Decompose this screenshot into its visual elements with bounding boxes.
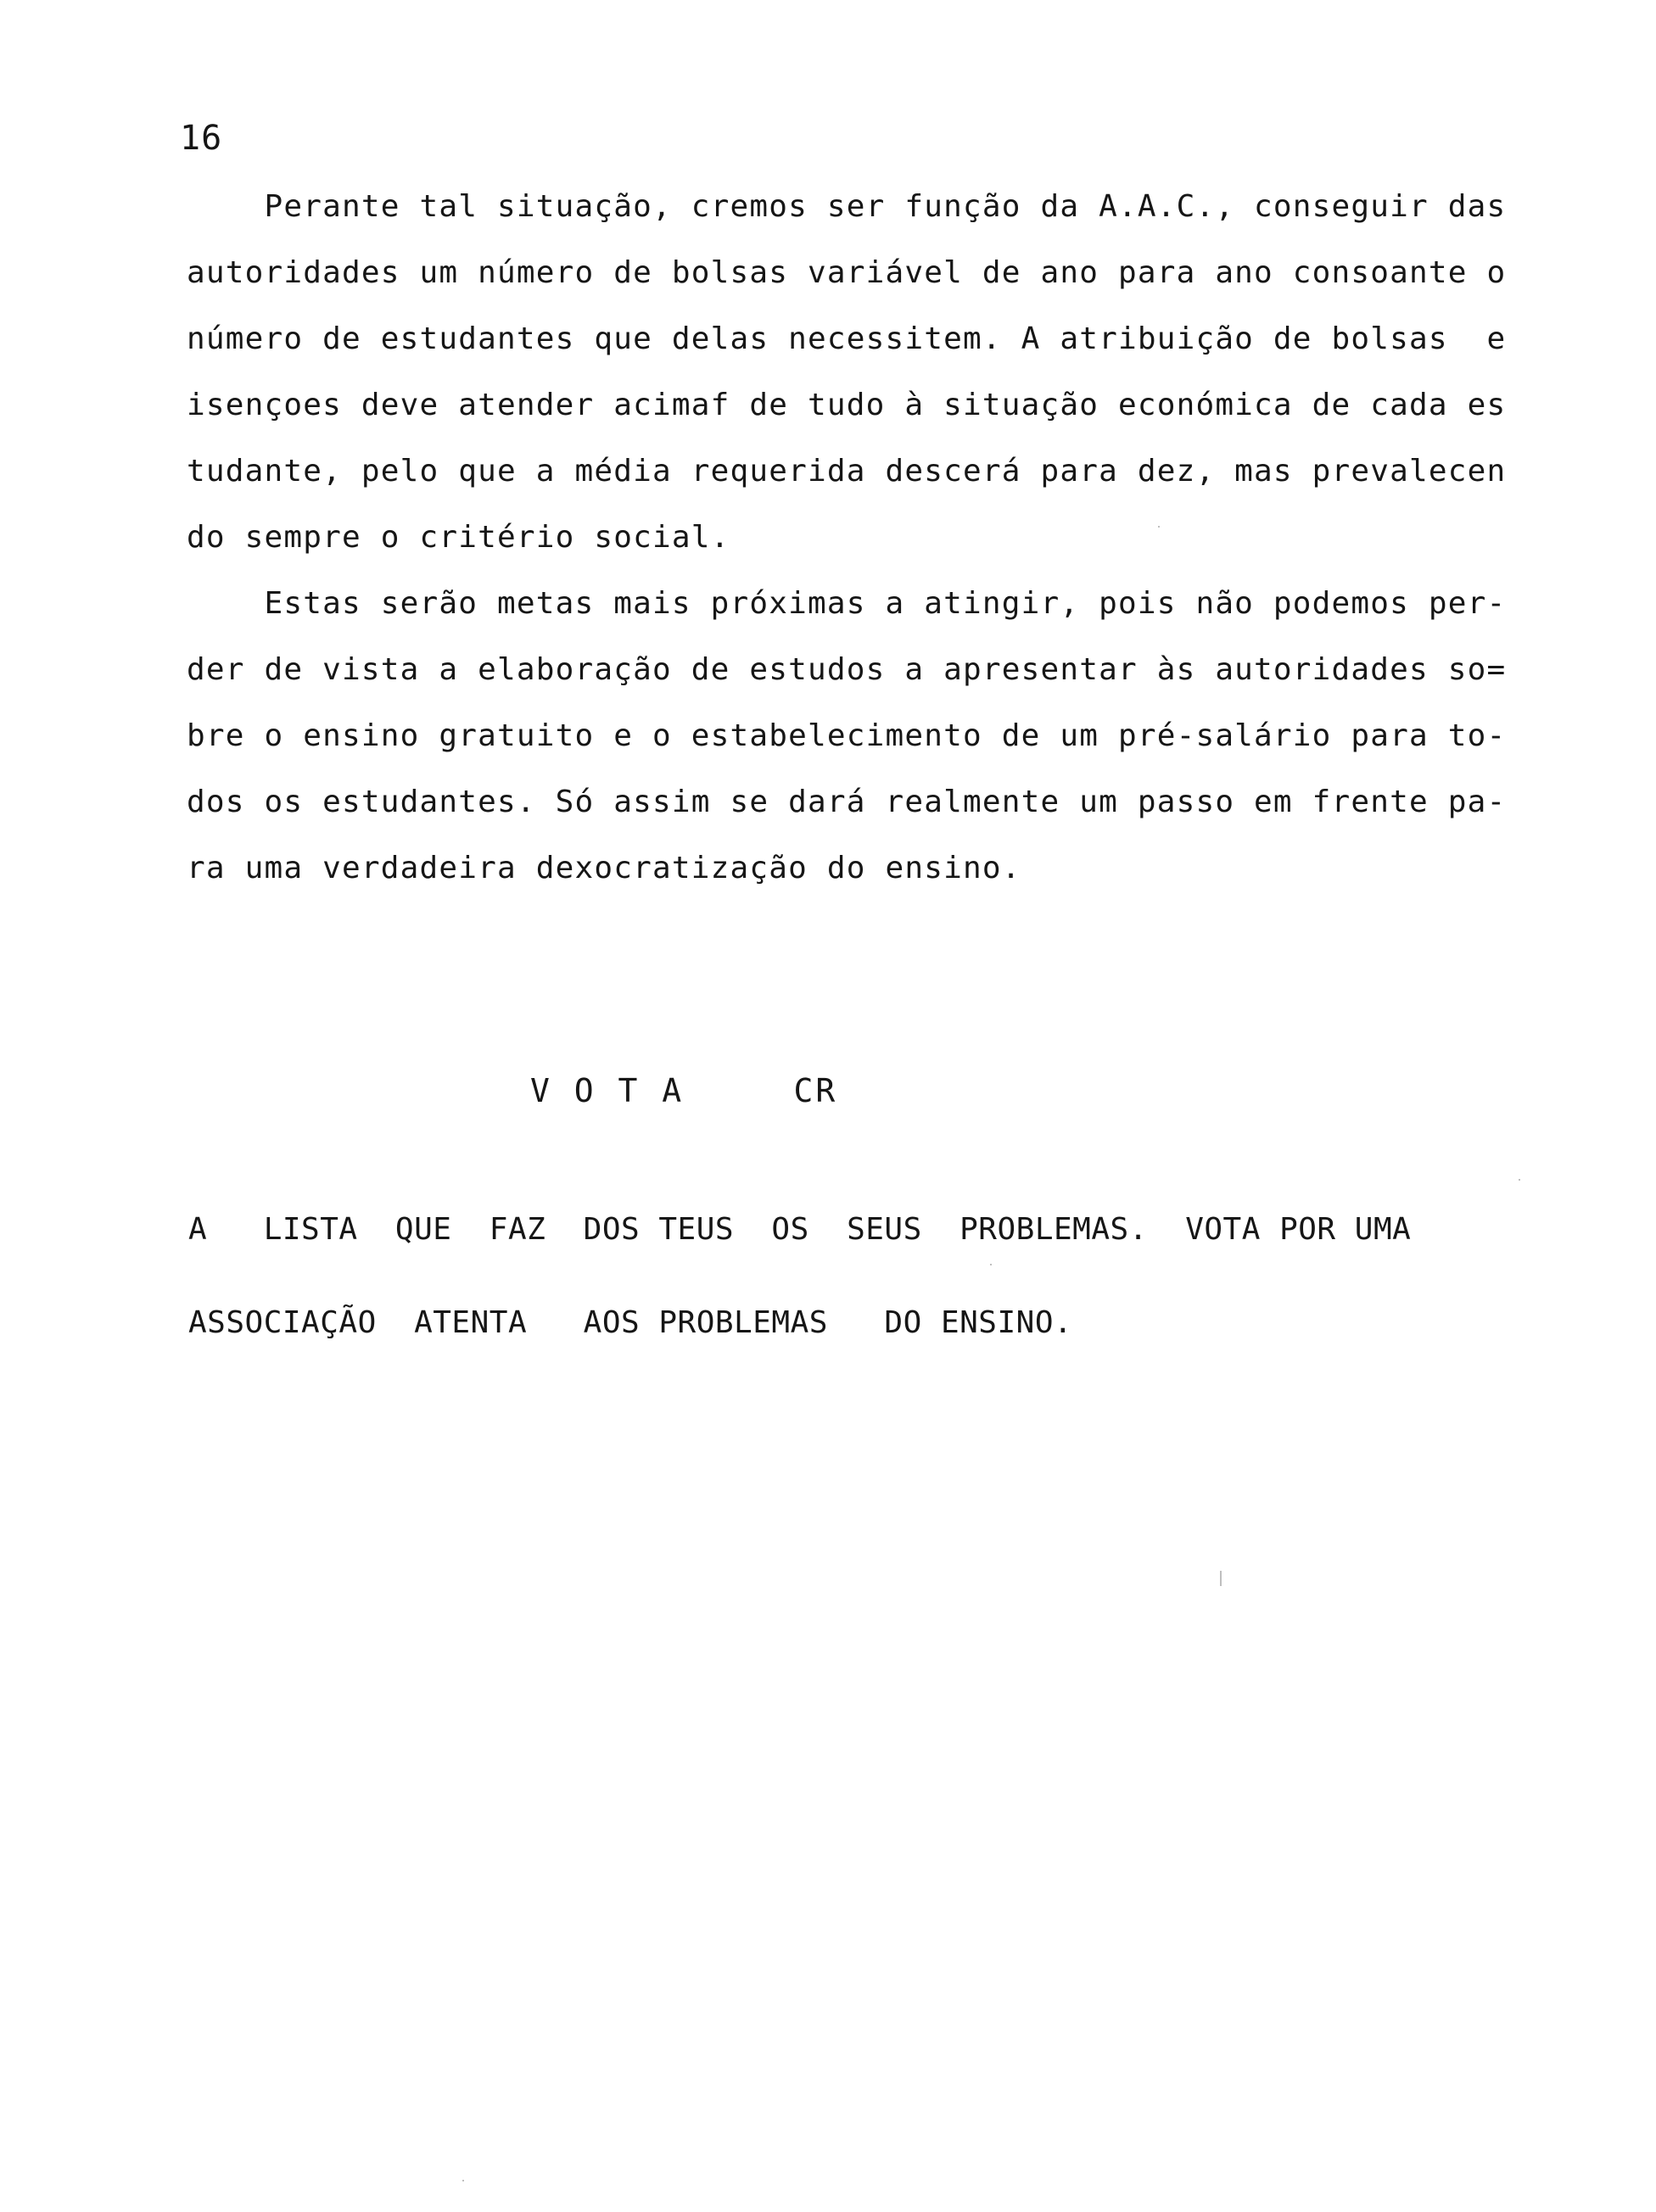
paragraph-2-line: dos os estudantes. Só assim se dará realmente um passo em frente pa- — [187, 785, 1507, 819]
slogan — [188, 1183, 1546, 1370]
body-text — [187, 174, 1552, 902]
paragraph-1-line: número de estudantes que delas necessitem. A atribuição de bolsas e — [187, 321, 1507, 356]
scan-speck — [1519, 1179, 1520, 1181]
paragraph-2-line: der de vista a elaboração de estudos a apresentar às autoridades so= — [187, 652, 1507, 687]
paragraph-1-line: do sempre o critério social. — [187, 520, 730, 555]
scan-speck — [1158, 526, 1160, 528]
vote-heading: V O T A CR — [530, 1072, 838, 1109]
paragraph-1-line: Perante tal situação, cremos ser função da A.A.C., conseguir das — [187, 189, 1507, 224]
paragraph-2-line: ra uma verdadeira dexocratização do ensino. — [187, 851, 1021, 885]
slogan-line: ASSOCIAÇÃO ATENTA AOS PROBLEMAS DO ENSINO. — [188, 1305, 1073, 1340]
scan-speck — [990, 1264, 992, 1265]
page-number: 16 — [180, 119, 223, 158]
slogan-line: A LISTA QUE FAZ DOS TEUS OS SEUS PROBLEMAS. VOTA POR UMA — [188, 1212, 1412, 1247]
paragraph-1-line: tudante, pelo que a média requerida descerá para dez, mas prevalecen — [187, 454, 1507, 489]
scan-speck — [1220, 1571, 1222, 1586]
paragraph-2-line: bre o ensino gratuito e o estabelecimento de um pré-salário para to- — [187, 718, 1507, 753]
paragraph-1-line: isençoes deve atender acimaf de tudo à situação económica de cada es — [187, 388, 1507, 422]
scan-speck — [462, 2180, 464, 2181]
paragraph-1-line: autoridades um número de bolsas variável de ano para ano consoante o — [187, 255, 1507, 290]
paragraph-2-line: Estas serão metas mais próximas a atingir, pois não podemos per- — [187, 586, 1507, 621]
